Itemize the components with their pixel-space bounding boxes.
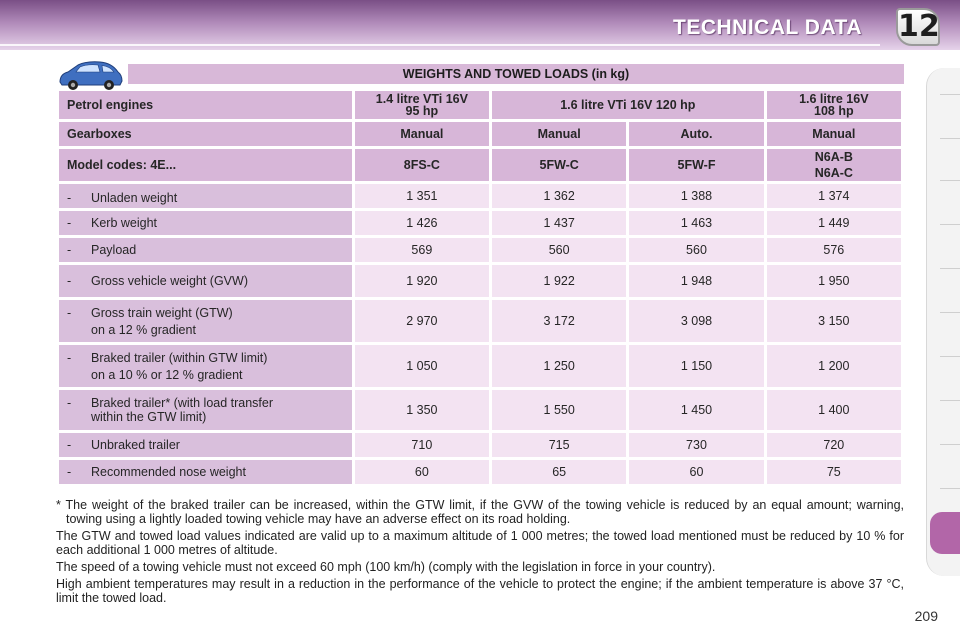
row-label-text: Gross train weight (GTW) <box>91 305 233 320</box>
row-label <box>59 211 352 235</box>
value-cell: 1 200 <box>767 345 901 387</box>
engine-cell: 1.6 litre 16V 108 hp <box>767 91 901 119</box>
row-label-sub: within the GTW limit) <box>91 410 207 424</box>
value-cell: 1 351 <box>355 184 489 208</box>
model-code-cell: N6A-B N6A-C <box>767 149 901 181</box>
row-label <box>59 433 352 457</box>
value-cell: 1 400 <box>767 390 901 430</box>
value-cell: 1 922 <box>492 265 626 297</box>
value-cell: 730 <box>629 433 763 457</box>
row-label-text: Kerb weight <box>91 216 158 230</box>
row-label: Model codes: 4E... <box>59 149 352 181</box>
value-cell: 2 970 <box>355 300 489 342</box>
value-cell: 60 <box>355 460 489 484</box>
header-divider <box>0 44 880 46</box>
value-cell: 1 350 <box>355 390 489 430</box>
row-label-text: Gross vehicle weight (GVW) <box>91 274 248 288</box>
model-code-row <box>59 149 901 181</box>
row-dash: - <box>67 465 72 479</box>
row-label-text: Payload <box>91 243 137 257</box>
value-cell: 1 362 <box>492 184 626 208</box>
gearbox-cell: Auto. <box>629 122 763 146</box>
value-cell: 710 <box>355 433 489 457</box>
table-title: WEIGHTS AND TOWED LOADS (in kg) <box>128 64 904 84</box>
value-cell: 715 <box>492 433 626 457</box>
value-cell: 1 920 <box>355 265 489 297</box>
chapter-badge: 12 <box>898 9 940 44</box>
row-dash: - <box>67 274 72 288</box>
row-dash: - <box>67 243 72 257</box>
chapter-tab-strip <box>926 68 960 576</box>
car-icon <box>56 58 124 92</box>
value-cell: 1 450 <box>629 390 763 430</box>
engine-cell: 1.4 litre VTi 16V 95 hp <box>355 91 489 119</box>
row-label-sub: on a 10 % or 12 % gradient <box>91 367 243 382</box>
tab-divider <box>940 400 960 401</box>
tab-divider <box>940 180 960 181</box>
gearbox-cell: Manual <box>355 122 489 146</box>
table-row <box>59 184 901 208</box>
value-cell: 1 426 <box>355 211 489 235</box>
table-row <box>59 300 901 342</box>
tab-divider <box>940 312 960 313</box>
row-label-text: Braked trailer* (with load transfer <box>91 396 274 410</box>
row-label: Gearboxes <box>59 122 352 146</box>
table-row <box>59 211 901 235</box>
row-dash: - <box>67 305 72 320</box>
value-cell: 1 948 <box>629 265 763 297</box>
table-row <box>59 433 901 457</box>
row-label <box>59 238 352 262</box>
tab-divider <box>940 356 960 357</box>
page-number: 209 <box>914 608 938 624</box>
tab-divider <box>940 444 960 445</box>
row-label <box>59 300 352 342</box>
model-code-cell: 8FS-C <box>355 149 489 181</box>
row-label <box>59 390 352 430</box>
notes-block <box>56 498 904 608</box>
gearbox-cell: Manual <box>767 122 901 146</box>
row-dash: - <box>67 438 72 452</box>
model-code-cell: 5FW-C <box>492 149 626 181</box>
weights-table-body <box>59 184 901 484</box>
value-cell: 1 050 <box>355 345 489 387</box>
gearbox-cell: Manual <box>492 122 626 146</box>
table-row <box>59 265 901 297</box>
row-label <box>59 184 352 208</box>
row-label-text: Braked trailer (within GTW limit) <box>91 350 268 365</box>
page-title: TECHNICAL DATA <box>673 16 862 39</box>
engines-row <box>59 91 901 119</box>
value-cell: 1 437 <box>492 211 626 235</box>
row-label-text: Unbraked trailer <box>91 438 180 452</box>
tab-divider <box>940 94 960 95</box>
value-cell: 569 <box>355 238 489 262</box>
value-cell: 1 449 <box>767 211 901 235</box>
row-dash: - <box>67 191 72 205</box>
note-paragraph: The speed of a towing vehicle must not exceed 60 mph (100 km/h) (comply with the legislation in force in your country). <box>56 560 716 574</box>
table-row <box>59 238 901 262</box>
table-row <box>59 390 901 430</box>
value-cell: 1 463 <box>629 211 763 235</box>
tab-divider <box>940 224 960 225</box>
gearbox-row <box>59 122 901 146</box>
row-label-sub: on a 12 % gradient <box>91 322 196 337</box>
value-cell: 3 172 <box>492 300 626 342</box>
row-dash: - <box>67 216 72 230</box>
tab-divider <box>940 488 960 489</box>
value-cell: 3 150 <box>767 300 901 342</box>
value-cell: 65 <box>492 460 626 484</box>
row-label-text: Recommended nose weight <box>91 465 246 479</box>
value-cell: 1 250 <box>492 345 626 387</box>
row-dash: - <box>67 396 72 410</box>
row-dash: - <box>67 350 72 365</box>
row-label <box>59 460 352 484</box>
tab-divider <box>940 138 960 139</box>
value-cell: 1 550 <box>492 390 626 430</box>
model-code-cell: 5FW-F <box>629 149 763 181</box>
row-label: Petrol engines <box>59 91 352 119</box>
value-cell: 560 <box>629 238 763 262</box>
row-label-text: Unladen weight <box>91 191 178 205</box>
weights-table <box>56 88 904 487</box>
table-row <box>59 460 901 484</box>
value-cell: 1 150 <box>629 345 763 387</box>
value-cell: 75 <box>767 460 901 484</box>
chapter-tab-active[interactable] <box>930 512 960 554</box>
value-cell: 560 <box>492 238 626 262</box>
note-paragraph: The GTW and towed load values indicated are valid up to a maximum altitude of 1 000 metres; the towed load mentioned must be reduced by 10 % for each additional 1 000 metres of altitude. <box>56 529 904 557</box>
value-cell: 3 098 <box>629 300 763 342</box>
value-cell: 720 <box>767 433 901 457</box>
value-cell: 576 <box>767 238 901 262</box>
value-cell: 1 950 <box>767 265 901 297</box>
row-label <box>59 345 352 387</box>
value-cell: 1 374 <box>767 184 901 208</box>
note-paragraph: * The weight of the braked trailer can be increased, within the GTW limit, if the GVW of the towing vehicle is reduced by an equal amount; warning, towing using a lightly loaded towing vehicle may have an adverse effect on its road holding. <box>56 498 904 526</box>
tab-divider <box>940 268 960 269</box>
table-row <box>59 345 901 387</box>
note-paragraph: High ambient temperatures may result in a reduction in the performance of the vehicle to protect the engine; if the ambient temperature is above 37 °C, limit the towed load. <box>56 577 904 605</box>
row-label <box>59 265 352 297</box>
engine-cell: 1.6 litre VTi 16V 120 hp <box>492 91 764 119</box>
value-cell: 1 388 <box>629 184 763 208</box>
value-cell: 60 <box>629 460 763 484</box>
